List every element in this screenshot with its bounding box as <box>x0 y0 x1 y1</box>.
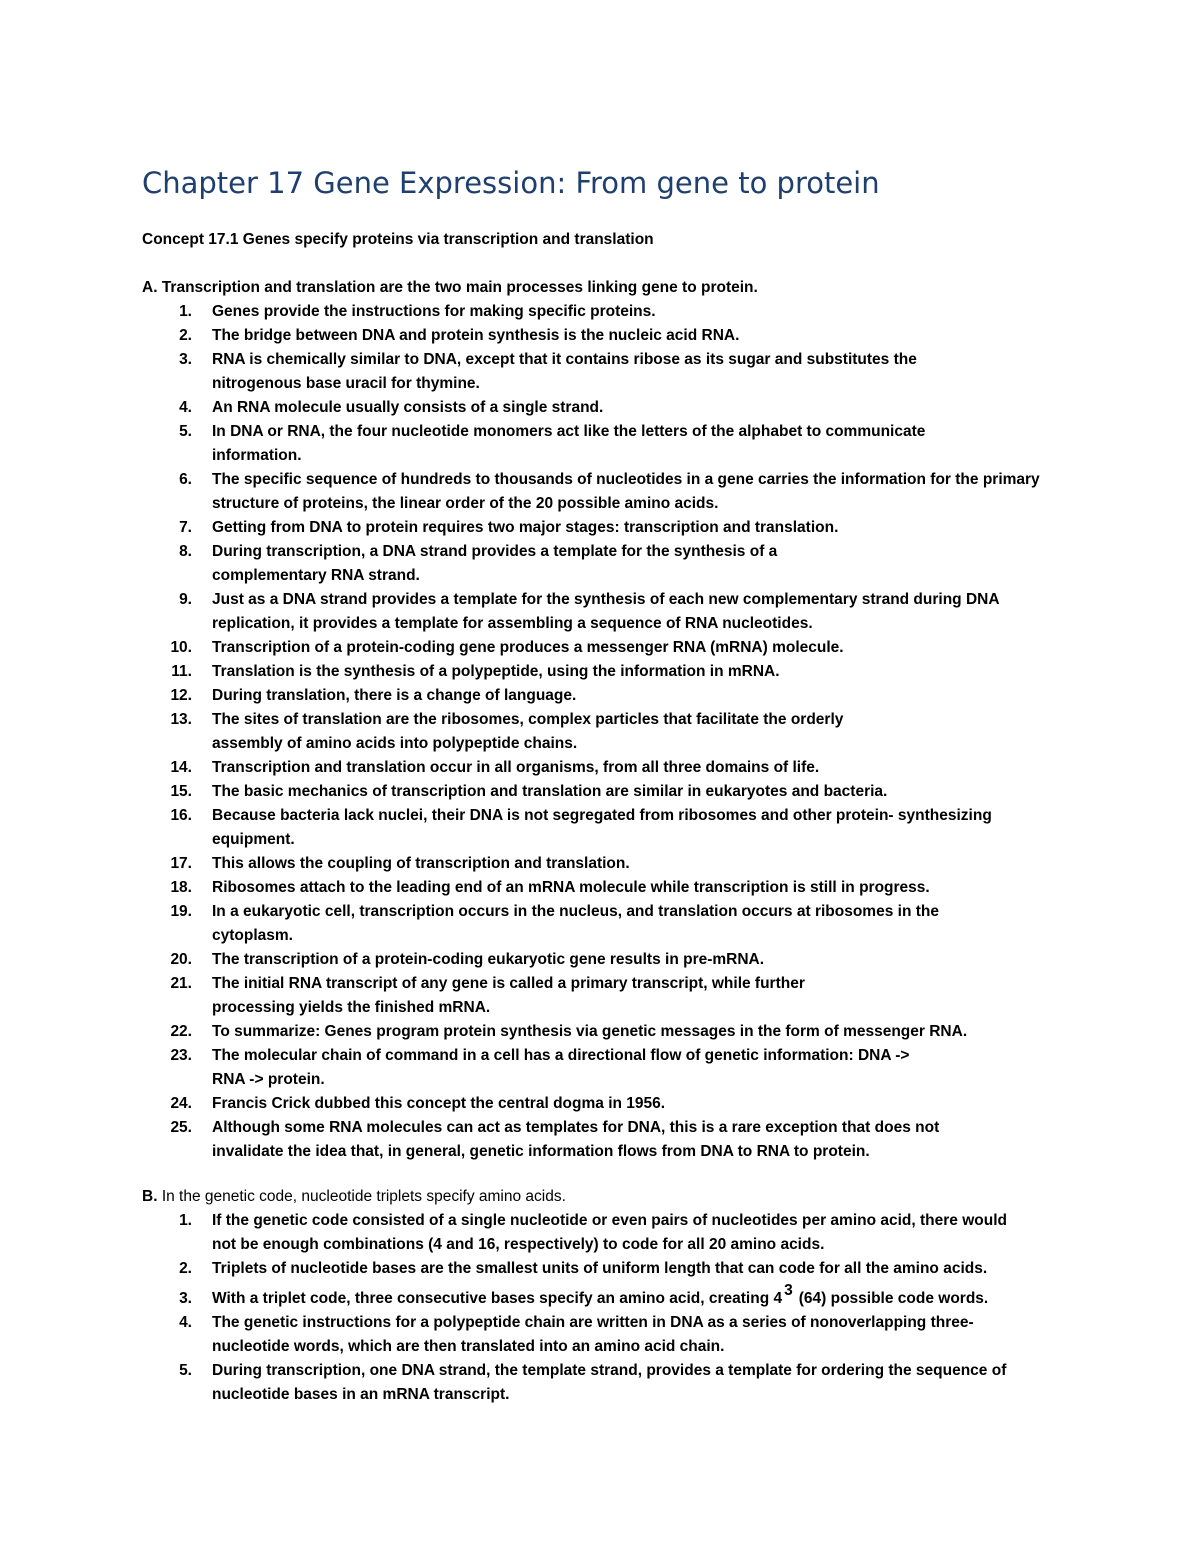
superscript-exponent: 3 <box>784 1282 793 1299</box>
list-item <box>0 1020 1062 1044</box>
section-a-letter: A. <box>142 279 158 296</box>
item-number: 7. <box>179 519 192 536</box>
item-text-after: (64) possible code words. <box>798 1290 989 1307</box>
item-number: 8. <box>179 543 192 560</box>
item-text: Just as a DNA strand provides a template for the synthesis of each new complementary strand during DNA replication, it provides a template for assembling a sequence of RNA nucleotides. <box>212 591 999 632</box>
list-item <box>0 636 1062 660</box>
item-text <box>212 1282 1062 1311</box>
list-item <box>0 540 832 588</box>
list-item <box>0 876 1062 900</box>
item-number: 14. <box>170 759 192 776</box>
item-number: 18. <box>170 879 192 896</box>
list-item <box>0 1092 1062 1116</box>
list-item <box>0 300 1062 324</box>
list-item <box>0 708 902 756</box>
list-item <box>0 324 1062 348</box>
item-number: 4. <box>179 399 192 416</box>
item-number: 10. <box>170 639 192 656</box>
section-b-heading <box>142 1185 566 1209</box>
item-text: During transcription, a DNA strand provides a template for the synthesis of a complementary RNA strand. <box>212 543 778 584</box>
section-b-list <box>0 1209 1200 1407</box>
item-text: RNA is chemically similar to DNA, except that it contains ribose as its sugar and substitutes the nitrogenous base uracil for thymine. <box>212 351 917 392</box>
item-text: Transcription of a protein-coding gene produces a messenger RNA (mRNA) molecule. <box>212 639 844 656</box>
item-text: Genes provide the instructions for making specific proteins. <box>212 303 656 320</box>
item-text: The genetic instructions for a polypeptide chain are written in DNA as a series of nonoverlapping three-nucleotide words, which are then translated into an amino acid chain. <box>212 1314 974 1355</box>
list-item <box>0 1044 912 1092</box>
item-number: 13. <box>170 711 192 728</box>
item-number: 5. <box>179 1362 192 1379</box>
list-item <box>0 516 1062 540</box>
item-number: 4. <box>179 1314 192 1331</box>
item-text: The basic mechanics of transcription and translation are similar in eukaryotes and bacteria. <box>212 783 888 800</box>
concept-heading: Concept 17.1 Genes specify proteins via transcription and translation <box>142 231 654 248</box>
list-item <box>0 396 1062 420</box>
item-text: The sites of translation are the ribosomes, complex particles that facilitate the orderly assembly of amino acids into polypeptide chains. <box>212 711 844 752</box>
item-text: To summarize: Genes program protein synthesis via genetic messages in the form of messenger RNA. <box>212 1023 968 1040</box>
list-item <box>0 1116 1012 1164</box>
item-number: 2. <box>179 1260 192 1277</box>
list-item <box>0 684 1062 708</box>
item-text: The molecular chain of command in a cell has a directional flow of genetic information: DNA -> RNA -> protein. <box>212 1047 910 1088</box>
item-text: Getting from DNA to protein requires two major stages: transcription and translation. <box>212 519 839 536</box>
item-number: 9. <box>179 591 192 608</box>
section-b-letter: B. <box>142 1188 158 1205</box>
section-b-title: In the genetic code, nucleotide triplets specify amino acids. <box>161 1188 566 1205</box>
list-item <box>0 468 1042 516</box>
item-number: 12. <box>170 687 192 704</box>
item-number: 3. <box>179 1290 192 1307</box>
item-number: 16. <box>170 807 192 824</box>
item-text: Francis Crick dubbed this concept the central dogma in 1956. <box>212 1095 666 1112</box>
list-item <box>0 588 1062 636</box>
item-text: Translation is the synthesis of a polypeptide, using the information in mRNA. <box>212 663 780 680</box>
item-number: 22. <box>170 1023 192 1040</box>
item-number: 24. <box>170 1095 192 1112</box>
list-item <box>0 972 872 1020</box>
item-number: 15. <box>170 783 192 800</box>
item-number: 25. <box>170 1119 192 1136</box>
list-item <box>0 1359 1062 1407</box>
item-number: 5. <box>179 423 192 440</box>
item-text: During transcription, one DNA strand, the template strand, provides a template for ordering the sequence of nucleotide bases in an mRNA transcript. <box>212 1362 1007 1403</box>
item-text: During translation, there is a change of language. <box>212 687 577 704</box>
item-number: 19. <box>170 903 192 920</box>
list-item <box>0 1209 1032 1257</box>
item-number: 23. <box>170 1047 192 1064</box>
item-text: An RNA molecule usually consists of a single strand. <box>212 399 604 416</box>
list-item <box>0 804 1062 852</box>
item-number: 1. <box>179 303 192 320</box>
list-item <box>0 852 1062 876</box>
list-item <box>0 900 1002 948</box>
list-item <box>0 1311 1032 1359</box>
list-item <box>0 660 1062 684</box>
item-text: Although some RNA molecules can act as templates for DNA, this is a rare exception that does not invalidate the idea that, in general, genetic information flows from DNA to RNA to protein. <box>212 1119 940 1160</box>
item-text: If the genetic code consisted of a single nucleotide or even pairs of nucleotides per amino acid, there would not be enough combinations (4 and 16, respectively) to code for all 20 amino acids. <box>212 1212 1007 1253</box>
list-item <box>0 756 1062 780</box>
item-number: 6. <box>179 471 192 488</box>
item-text: The bridge between DNA and protein synthesis is the nucleic acid RNA. <box>212 327 740 344</box>
item-number: 21. <box>170 975 192 992</box>
item-number: 11. <box>171 663 192 680</box>
section-a-title: Transcription and translation are the two main processes linking gene to protein. <box>161 279 758 296</box>
list-item <box>0 420 1002 468</box>
item-number: 17. <box>170 855 192 872</box>
item-text: Because bacteria lack nuclei, their DNA is not segregated from ribosomes and other protein- synthesizing equipment. <box>212 807 992 848</box>
item-text: This allows the coupling of transcription and translation. <box>212 855 630 872</box>
item-number: 3. <box>179 351 192 368</box>
item-text: Triplets of nucleotide bases are the smallest units of uniform length that can code for all the amino acids. <box>212 1260 988 1277</box>
list-item <box>0 1281 1062 1311</box>
item-text: The initial RNA transcript of any gene is called a primary transcript, while further processing yields the finished mRNA. <box>212 975 805 1016</box>
item-text: In DNA or RNA, the four nucleotide monomers act like the letters of the alphabet to communicate information. <box>212 423 926 464</box>
list-item <box>0 348 972 396</box>
page-title: Chapter 17 Gene Expression: From gene to protein <box>142 166 880 200</box>
section-a-list <box>0 300 1200 1164</box>
item-text: The specific sequence of hundreds to thousands of nucleotides in a gene carries the information for the primary structure of proteins, the linear order of the 20 possible amino acids. <box>212 471 1040 512</box>
section-a-heading <box>142 276 758 300</box>
item-text: In a eukaryotic cell, transcription occurs in the nucleus, and translation occurs at ribosomes in the cytoplasm. <box>212 903 939 944</box>
list-item <box>0 948 1062 972</box>
list-item <box>0 1257 1062 1281</box>
item-text: Transcription and translation occur in all organisms, from all three domains of life. <box>212 759 820 776</box>
item-text: Ribosomes attach to the leading end of an mRNA molecule while transcription is still in progress. <box>212 879 930 896</box>
item-number: 2. <box>179 327 192 344</box>
list-item <box>0 780 1062 804</box>
item-number: 1. <box>179 1212 192 1229</box>
item-text: The transcription of a protein-coding eukaryotic gene results in pre-mRNA. <box>212 951 765 968</box>
item-number: 20. <box>170 951 192 968</box>
item-text-before: With a triplet code, three consecutive bases specify an amino acid, creating 4 <box>212 1290 783 1307</box>
